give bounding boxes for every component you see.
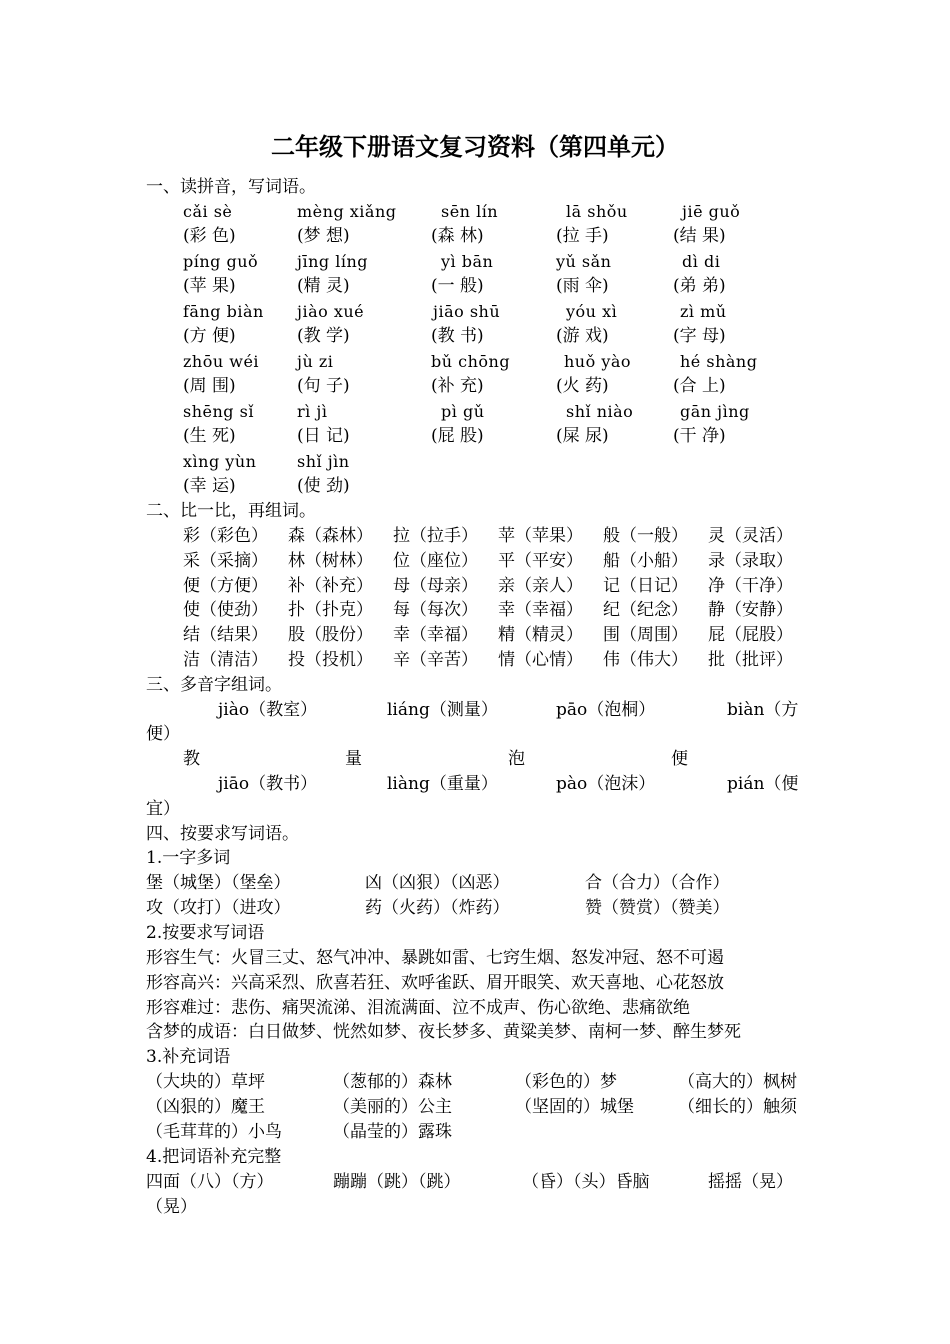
pinyin: huǒ yào [564, 352, 632, 371]
pinyin: fāng biàn [183, 302, 264, 321]
polyphone-reading: pián（便 [727, 774, 799, 794]
compare-item: 幸（幸福） [393, 625, 478, 645]
answer-word: (雨 伞) [556, 276, 609, 296]
pinyin: zì mǔ [680, 302, 727, 321]
compare-item: 投（投机） [288, 650, 373, 670]
section-2-heading: 二、比一比，再组词。 [146, 501, 316, 521]
compare-item: 使（使劲） [183, 600, 268, 620]
compare-item: 拉（拉手） [393, 526, 478, 546]
pinyin: dì di [682, 252, 721, 271]
answer-word: (彩 色) [183, 226, 236, 246]
compare-item: 补（补充） [288, 576, 373, 596]
compare-item: 彩（彩色） [183, 526, 268, 546]
compare-item: 苹（苹果） [498, 526, 583, 546]
answer-word: (梦 想) [297, 226, 350, 246]
polyphone-reading: jiào（教室） [218, 700, 318, 720]
answer-word: (精 灵) [297, 276, 350, 296]
compare-item: 母（母亲） [393, 576, 478, 596]
phrase: （细长的）触须 [678, 1097, 797, 1117]
polyphone-reading: liáng（测量） [387, 700, 498, 720]
compare-item: 位（座位） [393, 551, 478, 571]
pinyin: zhōu wéi [183, 352, 260, 371]
word-group: 堡（城堡）（堡垒） [146, 873, 291, 893]
compare-item: 森（森林） [288, 526, 373, 546]
compare-item: 幸（幸福） [498, 600, 583, 620]
answer-word: (补 充) [431, 376, 484, 396]
compare-item: 伟（伟大） [603, 650, 688, 670]
answer-word: (一 般) [431, 276, 484, 296]
compare-item: 辛（辛苦） [393, 650, 478, 670]
compare-item: 精（精灵） [498, 625, 583, 645]
answer-word: (幸 运) [183, 476, 236, 496]
phrase: （坚固的）城堡 [515, 1097, 634, 1117]
document-title: 二年级下册语文复习资料（第四单元） [271, 132, 679, 161]
answer-word: (结 果) [673, 226, 726, 246]
answer-word: (使 劲) [297, 476, 350, 496]
answer-word: (教 书) [431, 326, 484, 346]
answer-word: (弟 弟) [673, 276, 726, 296]
polyphone-reading: pāo（泡桐） [556, 700, 656, 720]
idiom-line: 形容难过：悲伤、痛哭流涕、泪流满面、泣不成声、伤心欲绝、悲痛欲绝 [146, 998, 690, 1018]
answer-word: (拉 手) [556, 226, 609, 246]
answer-word: (日 记) [297, 426, 350, 446]
pinyin: jiē guǒ [682, 202, 741, 221]
polyphone-reading: pào（泡沫） [556, 774, 656, 794]
answer-word: (生 死) [183, 426, 236, 446]
polyphone-char: 便 [671, 749, 688, 769]
answer-word: (屎 尿) [556, 426, 609, 446]
polyphone-reading: liàng（重量） [387, 774, 498, 794]
compare-item: 纪（纪念） [603, 600, 688, 620]
pinyin: mèng xiǎng [297, 202, 397, 221]
answer-word: (周 围) [183, 376, 236, 396]
compare-item: 录（录取） [708, 551, 793, 571]
compare-item: 屁（屁股） [708, 625, 793, 645]
idiom-line: 形容生气：火冒三丈、怒气冲冲、暴跳如雷、七窍生烟、怒发冲冠、怒不可遏 [146, 948, 724, 968]
compare-item: 扑（扑克） [288, 600, 373, 620]
compare-item: 便（方便） [183, 576, 268, 596]
phrase: （美丽的）公主 [333, 1097, 452, 1117]
compare-item: 林（树林） [288, 551, 373, 571]
pinyin: yóu xì [566, 302, 618, 321]
compare-item: 静（安静） [708, 600, 793, 620]
pinyin: gān jìng [680, 402, 750, 421]
word-group: 药（火药）（炸药） [365, 898, 510, 918]
idiom-line: 含梦的成语：白日做梦、恍然如梦、夜长梦多、黄粱美梦、南柯一梦、醉生梦死 [146, 1022, 741, 1042]
compare-item: 灵（灵活） [708, 526, 793, 546]
completion-wrap: （晃） [146, 1197, 197, 1217]
answer-word: (屁 股) [431, 426, 484, 446]
answer-word: (游 戏) [556, 326, 609, 346]
completion-item: 蹦蹦（跳）（跳） [333, 1172, 461, 1192]
compare-item: 记（日记） [603, 576, 688, 596]
pinyin: jù zi [297, 352, 334, 371]
pinyin: lā shǒu [566, 202, 628, 221]
phrase: （凶狠的）魔王 [146, 1097, 265, 1117]
compare-item: 股（股份） [288, 625, 373, 645]
pinyin: shǐ niào [566, 402, 634, 421]
compare-item: 洁（清洁） [183, 650, 268, 670]
pinyin: jīng líng [297, 252, 368, 271]
pinyin: jiāo shū [433, 302, 501, 321]
compare-item: 结（结果） [183, 625, 268, 645]
answer-word: (句 子) [297, 376, 350, 396]
section-1-heading: 一、读拼音，写词语。 [146, 177, 316, 197]
phrase: （毛茸茸的）小鸟 [146, 1122, 282, 1142]
phrase: （大块的）草坪 [146, 1072, 265, 1092]
polyphone-reading: jiāo（教书） [218, 774, 318, 794]
answer-word: (干 净) [673, 426, 726, 446]
pinyin: hé shàng [680, 352, 758, 371]
phrase: （晶莹的）露珠 [333, 1122, 452, 1142]
completion-item: （昏）（头）昏脑 [522, 1172, 650, 1192]
compare-item: 净（干净） [708, 576, 793, 596]
compare-item: 亲（亲人） [498, 576, 583, 596]
pinyin: rì jì [297, 402, 328, 421]
polyphone-wrap: 宜） [146, 799, 180, 819]
section-4-heading: 四、按要求写词语。 [146, 824, 299, 844]
answer-word: (苹 果) [183, 276, 236, 296]
phrase: （彩色的）梦 [515, 1072, 617, 1092]
word-group: 攻（攻打）（进攻） [146, 898, 291, 918]
compare-item: 每（每次） [393, 600, 478, 620]
pinyin: jiào xué [297, 302, 365, 321]
completion-item: 摇摇（晃） [708, 1172, 793, 1192]
compare-item: 平（平安） [498, 551, 583, 571]
compare-item: 批（批评） [708, 650, 793, 670]
answer-word: (森 林) [431, 226, 484, 246]
polyphone-char: 泡 [508, 749, 525, 769]
completion-item: 四面（八）（方） [146, 1172, 274, 1192]
answer-word: (方 便) [183, 326, 236, 346]
answer-word: (合 上) [673, 376, 726, 396]
pinyin: yǔ sǎn [556, 252, 612, 271]
phrase: （葱郁的）森林 [333, 1072, 452, 1092]
word-group: 合（合力）（合作） [585, 873, 730, 893]
pinyin: pì gǔ [441, 402, 485, 421]
pinyin: bǔ chōng [431, 352, 511, 371]
pinyin: yì bān [441, 252, 494, 271]
subsection-heading: 4.把词语补充完整 [146, 1147, 282, 1167]
compare-item: 船（小船） [603, 551, 688, 571]
word-group: 赞（赞赏）（赞美） [585, 898, 730, 918]
answer-word: (教 学) [297, 326, 350, 346]
subsection-heading: 1.一字多词 [146, 848, 231, 868]
answer-word: (字 母) [673, 326, 726, 346]
compare-item: 围（周围） [603, 625, 688, 645]
phrase: （高大的）枫树 [678, 1072, 797, 1092]
pinyin: shēng sǐ [183, 402, 254, 421]
pinyin: shǐ jìn [297, 452, 350, 471]
pinyin: sēn lín [441, 202, 499, 221]
answer-word: (火 药) [556, 376, 609, 396]
pinyin: cǎi sè [183, 202, 233, 221]
section-3-heading: 三、多音字组词。 [146, 675, 282, 695]
polyphone-char: 量 [345, 749, 362, 769]
word-group: 凶（凶狠）（凶恶） [365, 873, 510, 893]
polyphone-wrap: 便） [146, 724, 180, 744]
compare-item: 般（一般） [603, 526, 688, 546]
pinyin: xìng yùn [183, 452, 257, 471]
idiom-line: 形容高兴：兴高采烈、欣喜若狂、欢呼雀跃、眉开眼笑、欢天喜地、心花怒放 [146, 973, 724, 993]
subsection-heading: 2.按要求写词语 [146, 923, 265, 943]
polyphone-char: 教 [183, 749, 200, 769]
polyphone-reading: biàn（方 [727, 700, 799, 720]
pinyin: píng guǒ [183, 252, 259, 271]
compare-item: 情（心情） [498, 650, 583, 670]
subsection-heading: 3.补充词语 [146, 1047, 231, 1067]
compare-item: 采（采摘） [183, 551, 268, 571]
